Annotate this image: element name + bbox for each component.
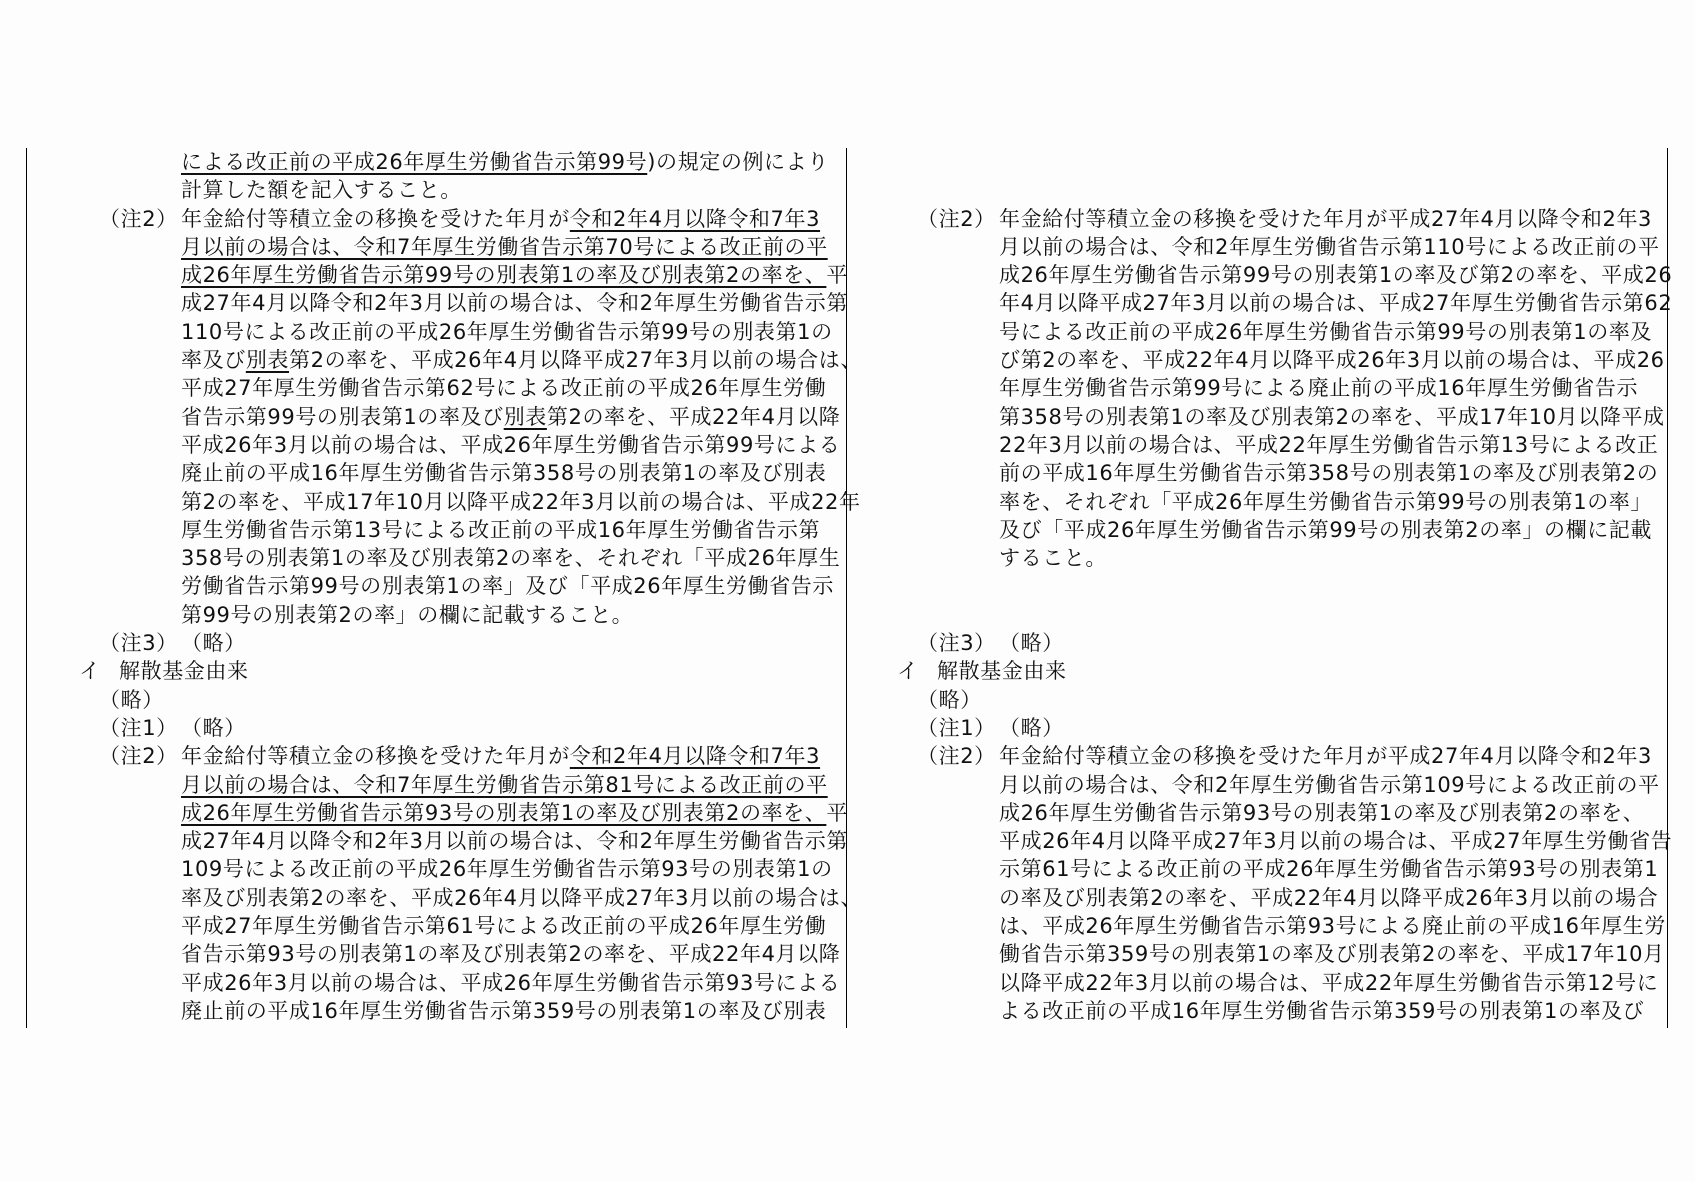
line-text — [999, 233, 1660, 261]
text-line — [27, 629, 845, 657]
line-text — [181, 912, 826, 940]
line-text — [999, 374, 1638, 402]
text-segment: 平成27年厚生労働省告示第61号による改正前の平成26年厚生労働 — [181, 914, 827, 939]
text-line — [27, 459, 845, 487]
line-text — [181, 827, 848, 855]
text-segment: 平成26年4月以降平成27年3月以前の場合は、平成27年厚生労働省告 — [999, 829, 1673, 854]
text-segment: 第2の率を、平成22年4月以降 — [546, 404, 841, 429]
text-segment: 358号の別表第1の率及び別表第2の率を、それぞれ「平成26年厚生 — [181, 546, 841, 571]
text-line — [847, 855, 1666, 883]
line-text — [181, 148, 829, 176]
text-segment: の率及び別表第2の率を、平成22年4月以降平成26年3月以前の場合 — [999, 885, 1659, 910]
text-segment: 109号による改正前の平成26年厚生労働省告示第93号の別表第1の — [181, 857, 833, 882]
line-text — [181, 431, 840, 459]
line-text — [999, 997, 1644, 1025]
text-segment: 働省告示第359号の別表第1の率及び別表第2の率を、平成17年10月 — [999, 942, 1665, 967]
text-line — [847, 657, 1666, 685]
text-line — [847, 233, 1666, 261]
line-text — [181, 374, 826, 402]
line-text — [999, 912, 1666, 940]
text-line — [27, 374, 845, 402]
text-segment: )の規定の例により — [647, 150, 829, 174]
text-segment: 計算した額を記入すること。 — [181, 178, 462, 203]
amended-text: 令和2年4月以降令和7年3 — [569, 206, 821, 231]
note-label: （略） — [99, 687, 164, 712]
text-segment: 年厚生労働省告示第99号による廃止前の平成16年厚生労働省告示 — [999, 376, 1639, 401]
text-line — [27, 969, 845, 997]
line-text — [999, 855, 1658, 883]
amended-text: による改正前の平成26年厚生労働省告示第99号 — [181, 150, 648, 174]
text-line — [847, 318, 1666, 346]
line-text — [181, 459, 826, 487]
text-line — [27, 742, 845, 770]
text-line — [27, 403, 845, 431]
text-line — [847, 572, 1666, 600]
text-line — [27, 997, 845, 1025]
text-segment: 示第61号による改正前の平成26年厚生労働省告示第93号の別表第1 — [999, 857, 1659, 882]
text-line — [847, 884, 1666, 912]
amended-text: 成26年厚生労働省告示第93号の別表第1の率及び別表第2の率を、 — [181, 800, 827, 825]
line-text — [181, 601, 633, 629]
line-text — [999, 431, 1658, 459]
line-text — [999, 827, 1672, 855]
text-segment: 省告示第99号の別表第1の率及び — [181, 404, 504, 429]
text-segment: 年金給付等積立金の移換を受けた年月が平成27年4月以降令和2年3 — [999, 206, 1653, 231]
text-line — [847, 148, 1666, 176]
line-text — [999, 940, 1665, 968]
line-text — [999, 969, 1658, 997]
line-text — [181, 261, 848, 289]
text-line — [27, 544, 845, 572]
line-text — [999, 318, 1652, 346]
line-text — [181, 318, 833, 346]
line-text — [999, 544, 1107, 572]
line-text — [181, 176, 462, 204]
text-line — [27, 516, 845, 544]
text-line — [847, 516, 1666, 544]
note-label: （注2） — [917, 744, 996, 769]
amended-text: 別表 — [245, 348, 290, 373]
amended-text: 成26年厚生労働省告示第99号の別表第1の率及び別表第2の率を、 — [181, 263, 827, 288]
text-segment: 成27年4月以降令和2年3月以前の場合は、令和2年厚生労働省告示第 — [181, 829, 848, 854]
line-text — [999, 742, 1652, 770]
text-line — [847, 771, 1666, 799]
text-line — [847, 940, 1666, 968]
text-segment: （略） — [181, 631, 246, 656]
text-segment: 22年3月以前の場合は、平成22年厚生労働省告示第13号による改正 — [999, 432, 1659, 457]
text-segment: び第2の率を、平成22年4月以降平成26年3月以前の場合は、平成26 — [999, 348, 1665, 373]
line-text — [181, 771, 828, 799]
text-line — [847, 912, 1666, 940]
text-segment: 省告示第93号の別表第1の率及び別表第2の率を、平成22年4月以降 — [181, 942, 841, 967]
text-segment: 成26年厚生労働省告示第99号の別表第1の率及び第2の率を、平成26 — [999, 263, 1673, 288]
text-line — [27, 714, 845, 742]
note-label: （注2） — [99, 206, 178, 231]
line-text — [999, 261, 1672, 289]
amended-text: 令和2年4月以降令和7年3 — [569, 744, 821, 769]
line-text — [181, 289, 848, 317]
text-segment: 平成26年3月以前の場合は、平成26年厚生労働省告示第93号による — [181, 970, 841, 995]
line-text — [181, 855, 833, 883]
text-segment: 平 — [826, 800, 848, 825]
line-text — [999, 488, 1652, 516]
section-heading: 解散基金由来 — [937, 659, 1067, 684]
text-line — [27, 940, 845, 968]
text-segment: 第2の率を、平成26年4月以降平成27年3月以前の場合は、 — [289, 348, 862, 373]
text-line — [847, 544, 1666, 572]
text-segment: 前の平成16年厚生労働省告示第358号の別表第1の率及び別表第2の — [999, 461, 1659, 486]
section-heading-marker: イ — [897, 659, 919, 684]
text-line — [27, 799, 848, 827]
text-line — [27, 205, 845, 233]
text-line — [847, 261, 1673, 289]
text-segment: 及び「平成26年厚生労働省告示第99号の別表第2の率」の欄に記載 — [999, 517, 1653, 542]
text-line — [27, 289, 848, 317]
note-label: （注2） — [99, 744, 178, 769]
text-segment: 率及び — [181, 348, 246, 373]
text-line — [27, 601, 845, 629]
section-heading: 解散基金由来 — [119, 659, 249, 684]
line-text — [181, 969, 840, 997]
text-line — [847, 403, 1666, 431]
line-text — [181, 799, 848, 827]
text-line — [27, 233, 845, 261]
text-line — [27, 657, 845, 685]
amended-text: 月以前の場合は、令和7年厚生労働省告示第81号による改正前の平 — [181, 772, 828, 797]
text-line — [27, 488, 861, 516]
text-line — [847, 289, 1673, 317]
text-line — [847, 686, 1666, 714]
line-text — [181, 233, 828, 261]
text-line — [847, 969, 1666, 997]
previous-text-column — [847, 148, 1673, 1025]
line-text — [999, 771, 1660, 799]
text-segment: （略） — [999, 715, 1064, 740]
text-segment: 率を、それぞれ「平成26年厚生労働省告示第99号の別表第1の率」 — [999, 489, 1653, 514]
text-segment: よる改正前の平成16年厚生労働省告示第359号の別表第1の率及び — [999, 998, 1645, 1023]
amended-text: 月以前の場合は、令和7年厚生労働省告示第70号による改正前の平 — [181, 234, 828, 259]
line-text — [181, 714, 246, 742]
text-line — [847, 799, 1666, 827]
text-line — [27, 148, 845, 176]
note-label: （注2） — [917, 206, 996, 231]
line-text — [181, 346, 862, 374]
line-text — [181, 884, 862, 912]
text-segment: 第358号の別表第1の率及び別表第2の率を、平成17年10月以降平成 — [999, 404, 1665, 429]
line-text — [999, 205, 1652, 233]
text-line — [27, 855, 845, 883]
line-text — [181, 516, 820, 544]
text-segment: 年金給付等積立金の移換を受けた年月が — [181, 744, 570, 769]
text-line — [847, 827, 1673, 855]
note-label: （注1） — [99, 715, 178, 740]
note-label: （注1） — [917, 715, 996, 740]
text-segment: 110号による改正前の平成26年厚生労働省告示第99号の別表第1の — [181, 319, 833, 344]
text-segment: 年金給付等積立金の移換を受けた年月が — [181, 206, 570, 231]
text-line — [847, 176, 1666, 204]
text-line — [27, 176, 845, 204]
line-text — [999, 346, 1665, 374]
text-segment: 以降平成22年3月以前の場合は、平成22年厚生労働省告示第12号に — [999, 970, 1659, 995]
line-text — [999, 289, 1672, 317]
note-label: （注3） — [917, 631, 996, 656]
text-segment: 平成26年3月以前の場合は、平成26年厚生労働省告示第99号による — [181, 432, 841, 457]
text-line — [27, 686, 845, 714]
text-segment: 平成27年厚生労働省告示第62号による改正前の平成26年厚生労働 — [181, 376, 827, 401]
text-segment: 号による改正前の平成26年厚生労働省告示第99号の別表第1の率及 — [999, 319, 1653, 344]
amended-text: 別表 — [503, 404, 547, 429]
note-label: （注3） — [99, 631, 178, 656]
text-line — [847, 629, 1666, 657]
line-text — [999, 403, 1665, 431]
text-segment: 率及び別表第2の率を、平成26年4月以降平成27年3月以前の場合は、 — [181, 885, 862, 910]
text-segment: 厚生労働省告示第13号による改正前の平成16年厚生労働省告示第 — [181, 517, 821, 542]
text-segment: （略） — [181, 715, 246, 740]
line-text — [181, 572, 834, 600]
text-segment: すること。 — [999, 546, 1107, 571]
text-segment: 年金給付等積立金の移換を受けた年月が平成27年4月以降令和2年3 — [999, 744, 1653, 769]
line-text — [999, 629, 1064, 657]
text-segment: 月以前の場合は、令和2年厚生労働省告示第110号による改正前の平 — [999, 234, 1660, 259]
text-segment: は、平成26年厚生労働省告示第93号による廃止前の平成16年厚生労 — [999, 914, 1666, 939]
line-text — [999, 884, 1658, 912]
text-line — [27, 346, 862, 374]
line-text — [181, 940, 840, 968]
text-line — [847, 205, 1666, 233]
text-line — [847, 374, 1666, 402]
text-line — [847, 601, 1666, 629]
text-line — [847, 714, 1666, 742]
text-line — [27, 431, 845, 459]
text-segment: 平 — [826, 263, 848, 288]
note-label: （略） — [917, 687, 982, 712]
text-segment: 労働省告示第99号の別表第1の率」及び「平成26年厚生労働省告示 — [181, 574, 835, 599]
line-text — [181, 488, 861, 516]
line-text — [181, 205, 820, 233]
text-line — [27, 912, 845, 940]
text-segment: 年4月以降平成27年3月以前の場合は、平成27年厚生労働省告示第62 — [999, 291, 1673, 316]
line-text — [999, 459, 1658, 487]
text-segment: （略） — [999, 631, 1064, 656]
text-segment: 第99号の別表第2の率」の欄に記載すること。 — [181, 602, 634, 627]
text-line — [847, 997, 1666, 1025]
text-segment: 廃止前の平成16年厚生労働省告示第359号の別表第1の率及び別表 — [181, 998, 827, 1023]
line-text — [999, 799, 1644, 827]
text-segment: 第2の率を、平成17年10月以降平成22年3月以前の場合は、平成22年 — [181, 489, 861, 514]
line-text — [999, 714, 1064, 742]
text-segment: 月以前の場合は、令和2年厚生労働省告示第109号による改正前の平 — [999, 772, 1660, 797]
text-line — [847, 742, 1666, 770]
text-line — [27, 318, 845, 346]
text-segment: 成26年厚生労働省告示第93号の別表第1の率及び別表第2の率を、 — [999, 800, 1645, 825]
text-line — [27, 572, 845, 600]
line-text — [999, 516, 1652, 544]
line-text — [181, 742, 820, 770]
text-segment: 廃止前の平成16年厚生労働省告示第358号の別表第1の率及び別表 — [181, 461, 827, 486]
text-line — [847, 459, 1666, 487]
line-text — [181, 997, 826, 1025]
section-heading-marker: イ — [79, 659, 101, 684]
line-text — [181, 544, 840, 572]
text-line — [27, 884, 862, 912]
text-line — [847, 431, 1666, 459]
text-segment: 成27年4月以降令和2年3月以前の場合は、令和2年厚生労働省告示第 — [181, 291, 848, 316]
text-line — [27, 261, 848, 289]
text-line — [27, 771, 845, 799]
line-text — [181, 403, 840, 431]
text-line — [847, 346, 1666, 374]
text-line — [27, 827, 848, 855]
revised-text-column — [27, 148, 862, 1025]
text-line — [847, 488, 1666, 516]
line-text — [181, 629, 246, 657]
